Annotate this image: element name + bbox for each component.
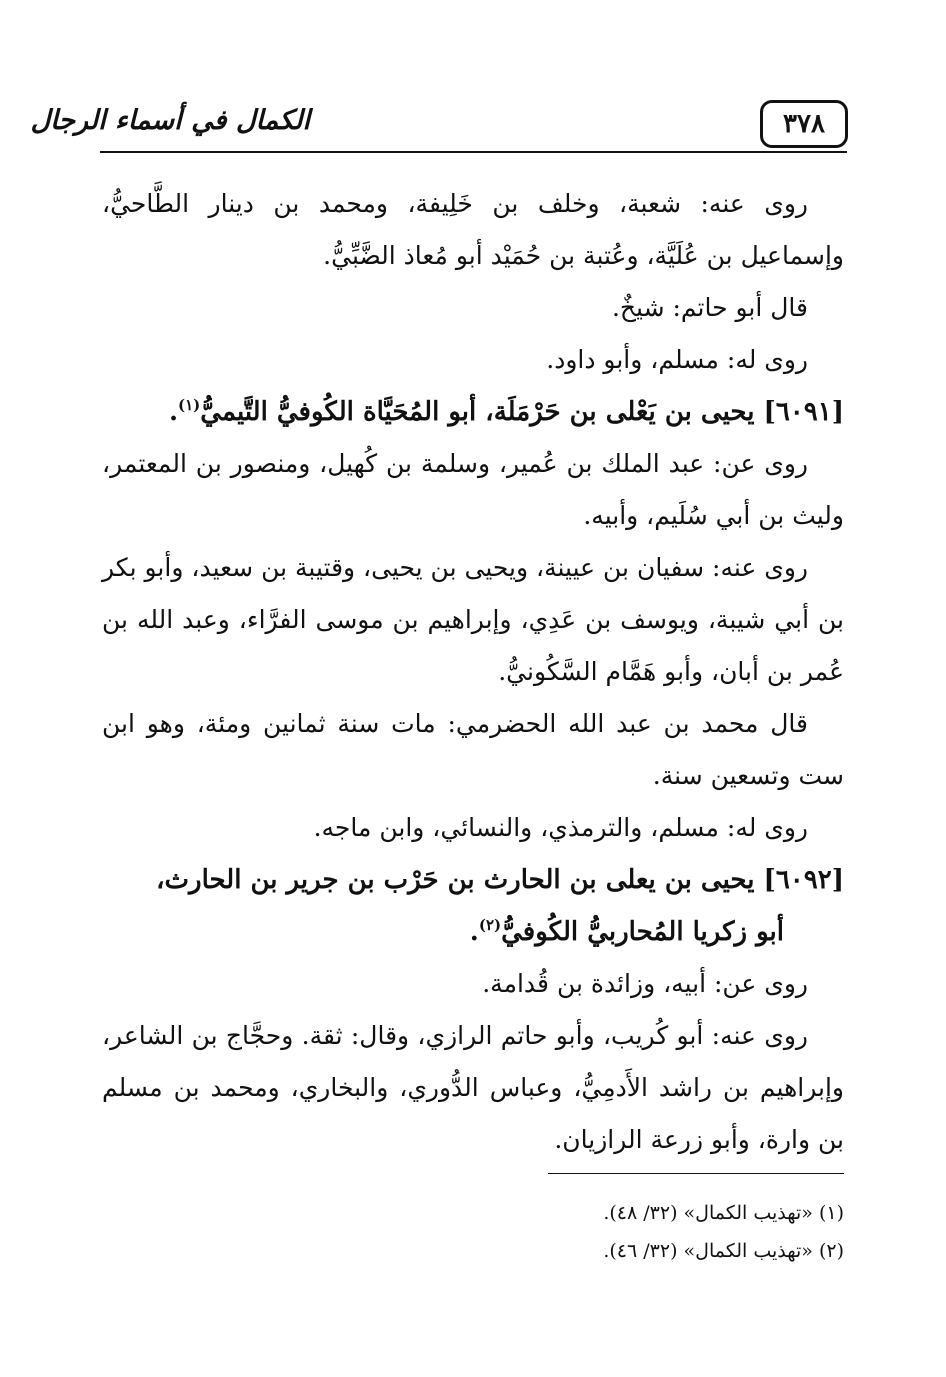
main-text — [102, 178, 844, 1166]
paragraph-abu-hatim: قال أبو حاتم: شيخٌ. — [611, 293, 808, 322]
paragraph-narrated-by: روى عنه: سفيان بن عيينة، ويحيى بن يحيى، وقتيبة بن سعيد، وأبو بكر بن أبي شيبة، ويوسف بن عَدِي، وإبراهيم بن موسى الفرَّاء، وعبد الله بن عُمر بن أبان، وأبو هَمَّام السَّكُونيُّ. — [102, 553, 844, 686]
entry-heading-6092 — [102, 854, 844, 906]
entry-number: [٦٠٩١] — [763, 397, 844, 427]
paragraph-narrated-by: روى عنه: شعبة، وخلف بن خَلِيفة، ومحمد بن دينار الطَّاحيُّ، وإسماعيل بن عُلَيَّة، وعُتبة بن حُمَيْد أبو مُعاذ الضَّبِّيُّ. — [102, 189, 844, 270]
entry-end-mark: . — [168, 397, 178, 427]
entry-number: [٦٠٩٢] — [763, 865, 844, 895]
entry-heading-6092-continued — [102, 906, 844, 958]
paragraph-death-date: قال محمد بن عبد الله الحضرمي: مات سنة ثمانين ومئة، وهو ابن ست وتسعين سنة. — [102, 709, 844, 790]
footnote: (٢) «تهذيب الكمال» (٣٢/ ٤٦). — [603, 1240, 844, 1262]
paragraph-narrated-from: روى عن: عبد الملك بن عُمير، وسلمة بن كُهيل، ومنصور بن المعتمر، وليث بن أبي سُلَيم، وأبيه. — [102, 449, 844, 530]
paragraph-narrated-for: روى له: مسلم، والترمذي، والنسائي، وابن ماجه. — [313, 813, 808, 842]
paragraph-narrated-by: روى عنه: أبو كُريب، وأبو حاتم الرازي، وقال: ثقة. وحجَّاج بن الشاعر، وإبراهيم بن راشد الأَدمِيُّ، وعباس الدُّوري، والبخاري، ومحمد بن مسلم بن وارة، وأبو زرعة الرازيان. — [102, 1021, 844, 1154]
footnotes — [400, 1194, 844, 1270]
entry-title-continued: أبو زكريا المُحاربيُّ الكُوفيُّ — [501, 917, 784, 947]
page-number — [760, 100, 848, 148]
entry-title: يحيى بن يَعْلى بن حَرْمَلَة، أبو المُحَيَّاة الكُوفيُّ التَّيميُّ — [200, 397, 755, 427]
footnote-marker: (٢) — [478, 916, 502, 934]
paragraph-narrated-from: روى عن: أبيه، وزائدة بن قُدامة. — [482, 969, 808, 998]
footnote-marker: (١) — [178, 396, 201, 414]
paragraph-narrated-for: روى له: مسلم، وأبو داود. — [546, 345, 808, 374]
entry-title: يحيى بن يعلى بن الحارث بن حَرْب بن جرير بن الحارث، — [156, 865, 755, 895]
header-rule — [100, 151, 847, 153]
entry-end-mark: . — [469, 917, 479, 947]
running-title: الكمال في أسماء الرجال — [30, 105, 310, 136]
entry-heading-6091 — [102, 386, 844, 438]
page-number-text: ٣٧٨ — [783, 109, 825, 139]
footnote: (١) «تهذيب الكمال» (٣٢/ ٤٨). — [603, 1202, 844, 1224]
footnote-rule — [548, 1173, 844, 1174]
